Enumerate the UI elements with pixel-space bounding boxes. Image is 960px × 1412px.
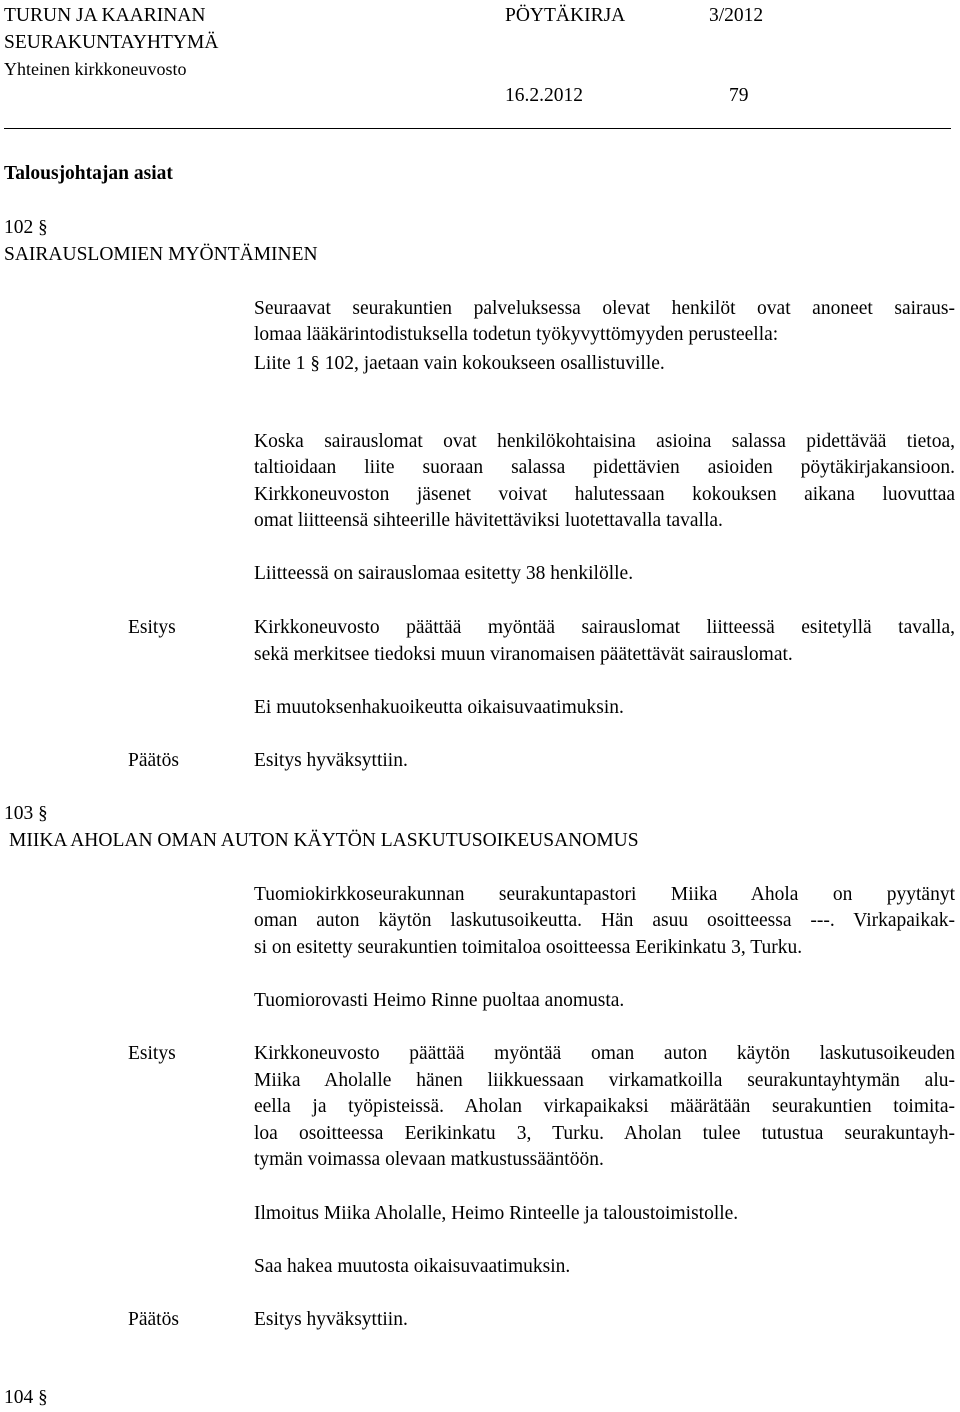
paragraph-line: Seuraavat seurakuntien palveluksessa olevat henkilöt ovat anoneet sairaus-: [254, 298, 955, 319]
doc-type: PÖYTÄKIRJA: [505, 5, 626, 26]
paragraph-line: Kirkkoneuvoston jäsenet voivat halutessaan kokouksen aikana luovuttaa: [254, 484, 955, 505]
appeal-text: Ei muutoksenhakuoikeutta oikaisuvaatimuksin.: [254, 697, 624, 718]
item-title: MIIKA AHOLAN OMAN AUTON KÄYTÖN LASKUTUSOIKEUSANOMUS: [9, 830, 639, 851]
org-name-line1: TURUN JA KAARINAN: [4, 5, 206, 26]
paragraph-line: lomaa lääkärintodistuksella todetun työkyvyttömyyden perusteella:: [254, 324, 779, 345]
doc-number: 3/2012: [709, 5, 764, 26]
paragraph-line: Koska sairauslomat ovat henkilökohtaisina asioina salassa pidettävää tietoa,: [254, 431, 955, 452]
paragraph-line: Liitteessä on sairauslomaa esitetty 38 henkilölle.: [254, 563, 634, 584]
attachment-label: Liite 1: [254, 353, 306, 374]
item-number-value: 102: [4, 217, 34, 238]
doc-date: 16.2.2012: [505, 85, 583, 106]
section-sign-icon: §: [38, 803, 48, 824]
item-number: [4, 1388, 48, 1408]
paragraph-line: omat liitteensä sihteerille hävitettäviksi luotettavalla tavalla.: [254, 510, 723, 531]
org-name-line2: SEURAKUNTAYHTYMÄ: [4, 32, 219, 53]
decision-text: Esitys hyväksyttiin.: [254, 1309, 408, 1330]
proposal-label: Esitys: [128, 1043, 176, 1064]
org-name-line3: Yhteinen kirkkoneuvosto: [4, 59, 187, 79]
proposal-line: Kirkkoneuvosto päättää myöntää sairauslomat liitteessä esitetyllä tavalla,: [254, 617, 955, 638]
item-number: [4, 804, 48, 824]
proposal-line: loa osoitteessa Eerikinkatu 3, Turku. Aholan tulee tutustua seurakuntayh-: [254, 1123, 955, 1144]
attachment-line: [254, 354, 665, 374]
attachment-text: 102, jaetaan vain kokoukseen osallistuville.: [324, 353, 665, 374]
paragraph-line: taltioidaan liite suoraan salassa pidettävien asioiden pöytäkirjakansioon.: [254, 457, 955, 478]
section-title: Talousjohtajan asiat: [4, 163, 173, 184]
decision-label: Päätös: [128, 750, 179, 771]
item-number: [4, 218, 48, 238]
appeal-text: Saa hakea muutosta oikaisuvaatimuksin.: [254, 1256, 571, 1277]
paragraph-line: Tuomiorovasti Heimo Rinne puoltaa anomusta.: [254, 990, 625, 1011]
item-title: SAIRAUSLOMIEN MYÖNTÄMINEN: [4, 244, 318, 265]
section-sign-icon: §: [38, 217, 48, 238]
paragraph-line: oman auton käytön laskutusoikeutta. Hän asuu osoitteessa ---. Virkapaikak-: [254, 910, 955, 931]
section-sign-icon: §: [38, 1387, 48, 1408]
proposal-line: Miika Aholalle hänen liikkuessaan virkamatkoilla seurakuntayhtymän alu-: [254, 1070, 955, 1091]
proposal-line: sekä merkitsee tiedoksi muun viranomaisen päätettävät sairauslomat.: [254, 644, 793, 665]
item-number-value: 103: [4, 803, 34, 824]
notice-text: Ilmoitus Miika Aholalle, Heimo Rinteelle ja taloustoimistolle.: [254, 1203, 739, 1224]
paragraph-line: Tuomiokirkkoseurakunnan seurakuntapastori Miika Ahola on pyytänyt: [254, 884, 955, 905]
decision-label: Päätös: [128, 1309, 179, 1330]
proposal-line: Kirkkoneuvosto päättää myöntää oman auton käytön laskutusoikeuden: [254, 1043, 955, 1064]
item-number-value: 104: [4, 1387, 34, 1408]
page-number: 79: [729, 85, 749, 106]
proposal-label: Esitys: [128, 617, 176, 638]
proposal-line: eella ja työpisteissä. Aholan virkapaikaksi määrätään seurakuntien toimita-: [254, 1096, 955, 1117]
proposal-line: tymän voimassa olevaan matkustussääntöön.: [254, 1149, 604, 1170]
paragraph-line: si on esitetty seurakuntien toimitaloa osoitteessa Eerikinkatu 3, Turku.: [254, 937, 803, 958]
decision-text: Esitys hyväksyttiin.: [254, 750, 408, 771]
section-sign-icon: §: [310, 353, 320, 374]
header-divider: [4, 128, 951, 129]
